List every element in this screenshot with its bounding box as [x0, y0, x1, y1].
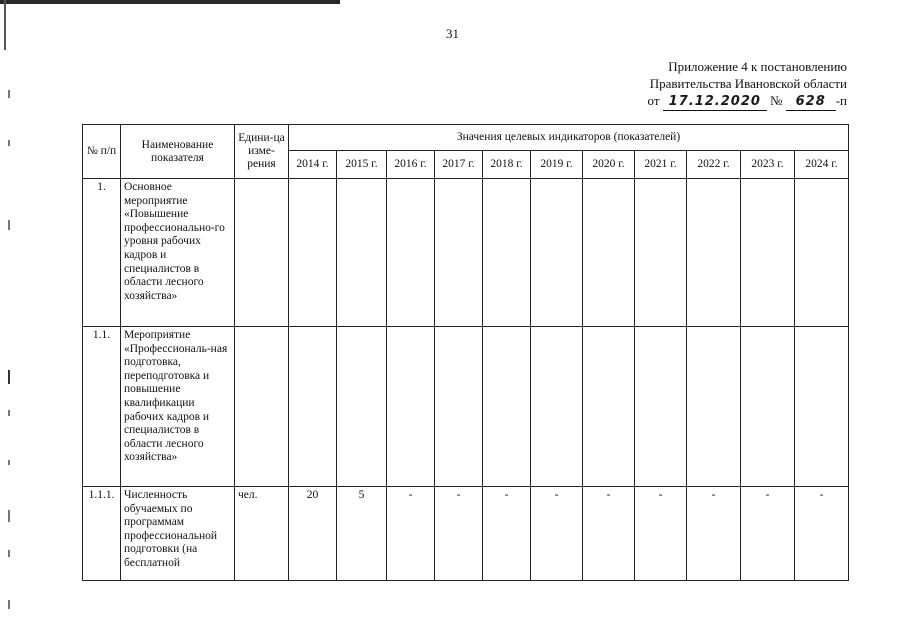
appendix-line-2: Правительства Ивановской области	[649, 76, 847, 91]
appendix-date-line	[648, 92, 847, 111]
header-num: № п/п	[83, 125, 121, 179]
table-row	[83, 179, 849, 327]
row-value	[687, 327, 741, 487]
row-name: Мероприятие «Профессиональ-ная подготовка, переподготовка и повышение квалификации рабочих кадров и специалистов в области лесного хозяйства»	[121, 327, 235, 487]
row-value	[531, 179, 583, 327]
row-value	[635, 179, 687, 327]
row-unit: чел.	[235, 487, 289, 581]
row-value: 5	[337, 487, 387, 581]
header-year: 2022 г.	[687, 151, 741, 179]
row-number: 1.1.1.	[83, 487, 121, 581]
row-number: 1.1.	[83, 327, 121, 487]
row-value	[435, 179, 483, 327]
from-label: от	[647, 93, 660, 108]
row-value: -	[387, 487, 435, 581]
row-number: 1.	[83, 179, 121, 327]
header-year: 2016 г.	[387, 151, 435, 179]
appendix-line-1: Приложение 4 к постановлению	[668, 59, 847, 74]
row-value	[387, 179, 435, 327]
header-year: 2024 г.	[795, 151, 849, 179]
row-value	[483, 327, 531, 487]
row-unit	[235, 327, 289, 487]
row-value: -	[483, 487, 531, 581]
page-number: 31	[446, 26, 459, 41]
row-value	[337, 327, 387, 487]
row-value	[289, 327, 337, 487]
row-value: -	[687, 487, 741, 581]
row-value	[741, 327, 795, 487]
header-year: 2021 г.	[635, 151, 687, 179]
handwritten-number: 628	[786, 93, 836, 111]
row-value	[531, 327, 583, 487]
handwritten-date: 17.12.2020	[663, 93, 767, 111]
header-year: 2015 г.	[337, 151, 387, 179]
indicators-table	[82, 124, 849, 581]
header-year: 2019 г.	[531, 151, 583, 179]
scan-margin-marks	[8, 80, 14, 620]
header-year: 2014 г.	[289, 151, 337, 179]
row-value: -	[531, 487, 583, 581]
row-value: -	[435, 487, 483, 581]
table-row	[83, 487, 849, 581]
scan-edge-bar	[0, 0, 340, 4]
row-value: -	[741, 487, 795, 581]
row-value	[387, 327, 435, 487]
appendix-header	[648, 58, 847, 111]
header-name: Наименование показателя	[121, 125, 235, 179]
row-value	[687, 179, 741, 327]
row-value: -	[635, 487, 687, 581]
row-value	[795, 327, 849, 487]
row-value: 20	[289, 487, 337, 581]
row-value	[795, 179, 849, 327]
header-year: 2018 г.	[483, 151, 531, 179]
row-value	[583, 327, 635, 487]
scan-edge-mark	[4, 0, 6, 50]
row-name: Численность обучаемых по программам профессиональной подготовки (на бесплатной	[121, 487, 235, 581]
row-value	[337, 179, 387, 327]
row-value	[289, 179, 337, 327]
row-name: Основное мероприятие «Повышение профессионально-го уровня рабочих кадров и специалистов в области лесного хозяйства»	[121, 179, 235, 327]
row-value	[583, 179, 635, 327]
header-values-group: Значения целевых индикаторов (показателей)	[289, 125, 849, 151]
table-row	[83, 327, 849, 487]
row-value: -	[583, 487, 635, 581]
row-value	[635, 327, 687, 487]
row-unit	[235, 179, 289, 327]
header-year: 2017 г.	[435, 151, 483, 179]
header-year: 2023 г.	[741, 151, 795, 179]
number-label: №	[770, 93, 783, 108]
row-value	[483, 179, 531, 327]
number-suffix: -п	[835, 93, 847, 108]
row-value: -	[795, 487, 849, 581]
row-value	[741, 179, 795, 327]
row-value	[435, 327, 483, 487]
header-unit: Едини-ца изме-рения	[235, 125, 289, 179]
header-year: 2020 г.	[583, 151, 635, 179]
